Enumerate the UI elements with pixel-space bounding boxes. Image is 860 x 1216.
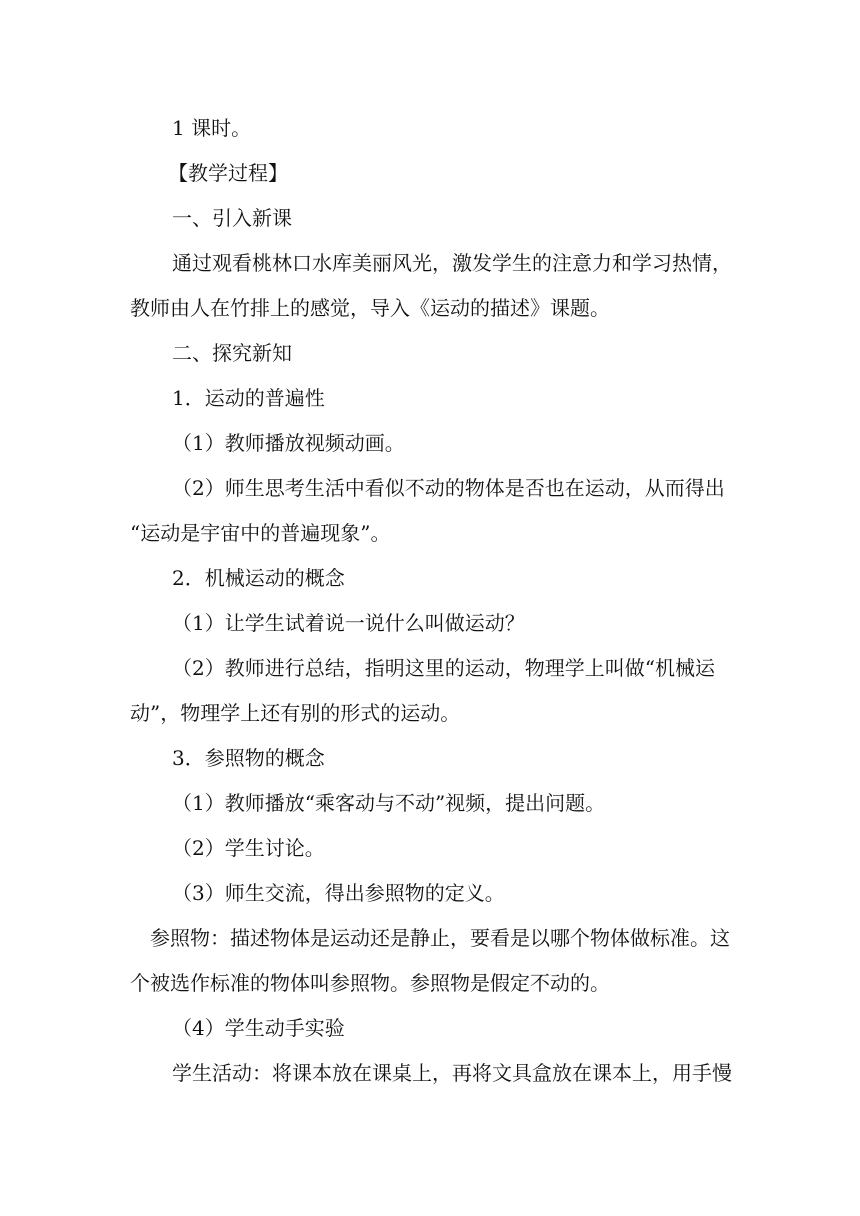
definition-line: 个被选作标准的物体叫参照物。参照物是假定不动的。 (130, 971, 610, 995)
subheading-universality-of-motion: 1．运动的普遍性 (172, 386, 325, 410)
list-item: （1）教师播放“乘客动与不动”视频，提出问题。 (172, 791, 606, 815)
list-item: （2）教师进行总结，指明这里的运动，物理学上叫做“机械运 (172, 656, 715, 680)
list-item: （2）师生思考生活中看似不动的物体是否也在运动，从而得出 (172, 476, 725, 500)
subheading-reference-object: 3．参照物的概念 (172, 746, 325, 770)
list-item: （1）让学生试着说一说什么叫做运动？ (172, 611, 525, 635)
heading-introduce-new-lesson: 一、引入新课 (172, 206, 292, 230)
definition-line: 参照物：描述物体是运动还是静止，要看是以哪个物体做标准。这 (150, 926, 730, 950)
subheading-mechanical-motion: 2．机械运动的概念 (172, 566, 345, 590)
section-heading-teaching-process: 【教学过程】 (168, 161, 288, 185)
list-item: （2）学生讨论。 (172, 836, 325, 860)
list-item: （1）教师播放视频动画。 (172, 431, 405, 455)
paragraph-line: “运动是宇宙中的普遍现象”。 (130, 521, 391, 545)
paragraph-line: 动”，物理学上还有别的形式的运动。 (130, 701, 461, 725)
paragraph-line: 学生活动：将课本放在课桌上，再将文具盒放在课本上，用手慢 (172, 1061, 732, 1085)
list-item: （4）学生动手实验 (172, 1016, 345, 1040)
class-hours-line: 1 课时。 (172, 116, 252, 140)
heading-explore-new-knowledge: 二、探究新知 (172, 341, 292, 365)
list-item: （3）师生交流，得出参照物的定义。 (172, 881, 505, 905)
paragraph-line: 教师由人在竹排上的感觉，导入《运动的描述》课题。 (130, 296, 610, 320)
paragraph-line: 通过观看桃林口水库美丽风光，激发学生的注意力和学习热情， (172, 251, 732, 275)
